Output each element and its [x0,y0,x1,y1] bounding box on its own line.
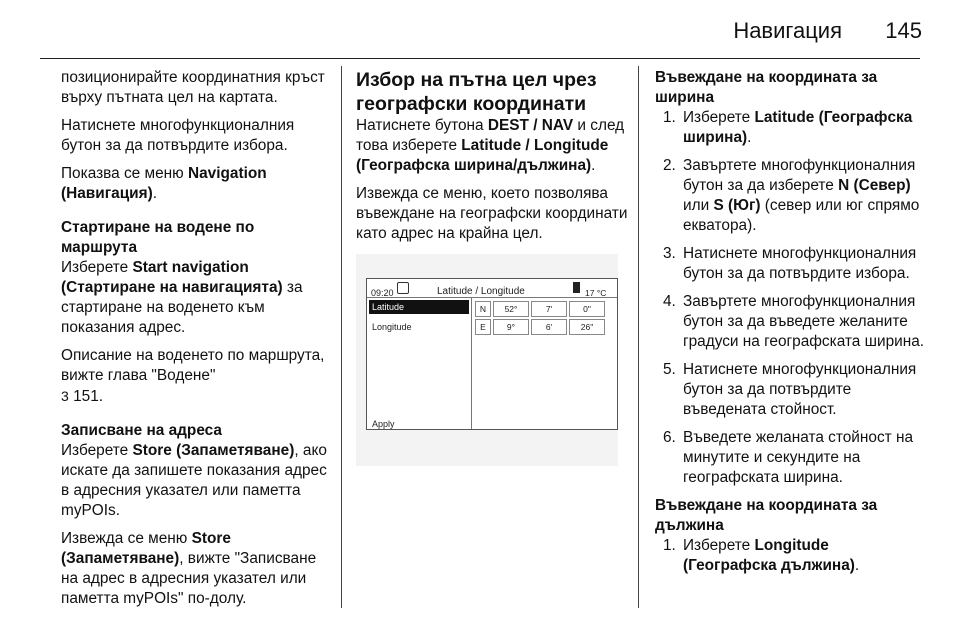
minutes-cell[interactable]: 7' [531,301,567,317]
column-3 [655,68,925,584]
hemisphere-cell[interactable]: N [475,301,491,317]
section-heading-store-address: Записване на адреса [61,422,222,439]
list-item: 2. Завъртете многофункционалния бутон за да изберете N (Север) или S (Юг) (север или юг спрямо екватора). [663,157,920,234]
list-item: 5. Натиснете многофункционалния бутон за да потвърдите въведената стойност. [663,361,917,418]
longitude-steps [655,536,925,576]
seconds-cell[interactable]: 0" [569,301,605,317]
coordinate-row-longitude [475,319,615,335]
paragraph: Извежда се меню, което позволява въвеждане на географски координати като адрес на крайна цел. [356,185,628,242]
section-heading-longitude: Въвеждане на координата за дължина [655,497,878,534]
paragraph: Извежда се меню Store (Запаметяване), вижте "Записване на адрес в адресния указател или паметта myPOIs" по-долу. [61,530,317,607]
screen-status-bar [367,279,617,298]
menu-item-longitude[interactable]: Longitude [372,322,412,332]
degrees-cell[interactable]: 9° [493,319,529,335]
paragraph: Натиснете бутона DEST / NAV и след това изберете Latitude / Longitude (Географска ширина/дължина). [356,117,625,174]
list-item: 4. Завъртете многофункционалния бутон за да въведете желаните градуси на географската ширина. [663,293,925,350]
screen-title: Latitude / Longitude [437,286,525,297]
phone-icon [573,282,580,293]
screen-menu [367,298,472,429]
column-divider-right [638,66,639,608]
page-number: 145 [885,18,922,43]
hemisphere-cell[interactable]: E [475,319,491,335]
menu-item-latitude[interactable]: Latitude [369,300,469,314]
page-title: Навигация [733,18,842,43]
column-1 [61,68,331,617]
cross-reference-link[interactable]: 151. [68,388,104,405]
page-header [0,0,960,60]
column-divider-left [341,66,342,608]
column-2 [356,68,628,466]
section-heading-coordinates: Избор на пътна цел чрез географски координати [356,69,597,115]
paragraph: Показва се меню Navigation (Навигация). [61,165,267,202]
list-item: 6. Въведете желаната стойност на минутите и секундите на географската ширина. [663,429,914,486]
section-heading-latitude: Въвеждане на координата за ширина [655,69,878,106]
temperature: 17 °C [585,288,607,298]
display-screen [366,278,618,430]
list-item: 1. Изберете Latitude (Географска ширина). [663,109,913,146]
clock-icon [397,282,409,294]
list-item: 1. Изберете Longitude (Географска дължина). [663,537,860,574]
section-heading-start-navigation: Стартиране на водене по маршрута [61,219,255,256]
paragraph: Изберете Start navigation (Стартиране на навигацията) за стартиране на воденето към показания адрес. [61,259,303,336]
seconds-cell[interactable]: 26" [569,319,605,335]
minutes-cell[interactable]: 6' [531,319,567,335]
paragraph: Изберете Store (Запаметяване), ако искате да запишете показания адрес в адресния указател или паметта myPOIs. [61,442,327,519]
coordinate-row-latitude [475,301,615,317]
header-rule [40,58,920,59]
clock-time: 09:20 [371,288,394,298]
paragraph: позиционирайте координатния кръст върху пътната цел на картата. [61,69,325,106]
list-item: 3. Натиснете многофункционалния бутон за да потвърдите избора. [663,245,917,282]
cross-reference-icon: 3 [61,388,69,404]
coordinate-grid [475,301,615,337]
screen-figure [356,254,618,466]
latitude-steps [655,108,925,488]
degrees-cell[interactable]: 52° [493,301,529,317]
paragraph: Натиснете многофункционалния бутон за да потвърдите избора. [61,117,295,154]
paragraph: Описание на воденето по маршрута, вижте глава "Водене" 3 151. [61,347,325,405]
menu-item-apply[interactable]: Apply [372,419,395,429]
